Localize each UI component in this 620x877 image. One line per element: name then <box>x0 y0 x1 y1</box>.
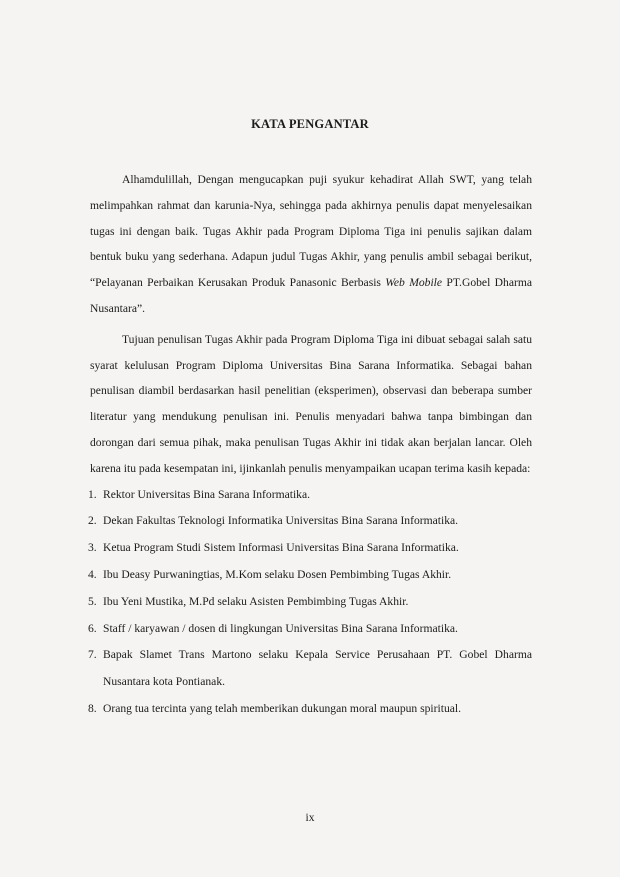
list-item <box>90 696 532 723</box>
list-item-text: Bapak Slamet Trans Martono selaku Kepala Service Perusahaan PT. Gobel Dharma Nusantara kota Pontianak. <box>103 648 532 689</box>
list-item-number: 8. <box>88 701 97 715</box>
list-item <box>90 535 532 562</box>
list-item-number: 2. <box>88 514 97 528</box>
paragraph-2: Tujuan penulisan Tugas Akhir pada Program Diploma Tiga ini dibuat sebagai salah satu syarat kelulusan Program Diploma Universitas Bina Sarana Informatika. Sebagai bahan penulisan diambil berdasarkan hasil penelitian (eksperimen), observasi dan beberapa sumber literatur yang mendukung penulisan ini. Penulis menyadari bahwa tanpa bimbingan dan dorongan dari semua pihak, maka penulisan Tugas Akhir ini tidak akan berjalan lancar. Oleh karena itu pada kesempatan ini, ijinkanlah penulis menyampaikan ucapan terima kasih kepada: <box>90 332 532 475</box>
paragraph-1-text-end: PT.Gobel Dharma Nusantara”. <box>90 276 532 315</box>
list-item <box>90 642 532 696</box>
list-item-text: Orang tua tercinta yang telah memberikan dukungan moral maupun spiritual. <box>103 701 462 715</box>
list-item-text: Ibu Deasy Purwaningtias, M.Kom selaku Dosen Pembimbing Tugas Akhir. <box>103 567 452 581</box>
list-item <box>90 482 532 509</box>
list-item-text: Ketua Program Studi Sistem Informasi Universitas Bina Sarana Informatika. <box>103 541 459 555</box>
paragraph-1-text: Alhamdulillah, Dengan mengucapkan puji syukur kehadirat Allah SWT, yang telah melimpahkan rahmat dan karunia-Nya, sehingga pada akhirnya penulis dapat menyelesaikan tugas ini dengan baik. Tugas Akhir pada Program Diploma Tiga ini penulis sajikan dalam bentuk buku yang sederhana. Adapun judul Tugas Akhir, yang penulis ambil sebagai berikut, “Pelayanan Perbaikan Kerusakan Produk Panasonic Berbasis <box>90 173 532 290</box>
list-item-text: Rektor Universitas Bina Sarana Informatika. <box>103 487 311 501</box>
list-item-number: 5. <box>88 594 97 608</box>
document-body <box>90 167 532 723</box>
paragraph-1-italic: Web Mobile <box>385 276 443 290</box>
list-item-text: Dekan Fakultas Teknologi Informatika Universitas Bina Sarana Informatika. <box>103 514 459 528</box>
list-item <box>90 562 532 589</box>
thanks-list <box>90 482 532 723</box>
paragraph-1 <box>90 167 532 322</box>
list-item-text: Ibu Yeni Mustika, M.Pd selaku Asisten Pembimbing Tugas Akhir. <box>103 594 409 608</box>
list-item-number: 7. <box>88 648 97 662</box>
page-number: ix <box>305 811 315 824</box>
list-item <box>90 508 532 535</box>
page-title: KATA PENGANTAR <box>251 117 369 131</box>
list-item <box>90 589 532 616</box>
list-item <box>90 616 532 643</box>
list-item-text: Staff / karyawan / dosen di lingkungan Universitas Bina Sarana Informatika. <box>103 621 458 635</box>
list-item-number: 1. <box>88 487 97 501</box>
list-item-number: 3. <box>88 541 97 555</box>
list-item-number: 4. <box>88 567 97 581</box>
list-item-number: 6. <box>88 621 97 635</box>
